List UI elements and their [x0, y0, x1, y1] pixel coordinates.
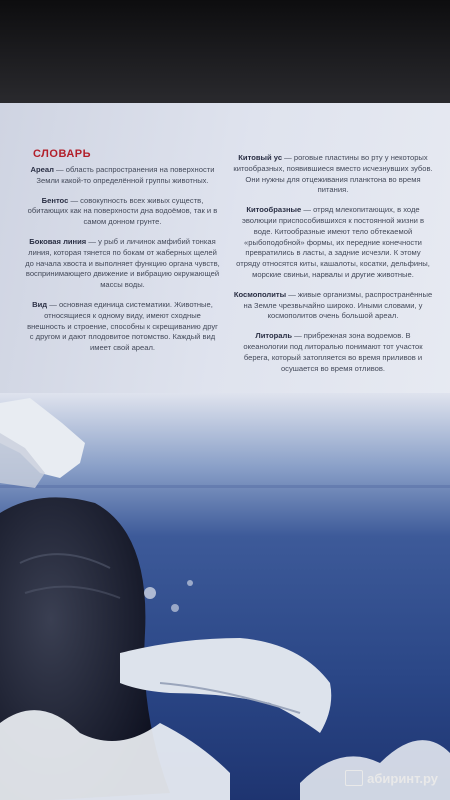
glossary-title: СЛОВАРЬ	[33, 148, 92, 160]
glossary-column-left	[25, 165, 220, 363]
glossary-term: Литораль	[255, 331, 292, 341]
glossary-term: Боковая линия	[29, 236, 87, 246]
glossary-entry	[25, 196, 220, 228]
watermark-text: абиринт.ру	[367, 770, 438, 786]
labirint-logo-icon	[345, 770, 363, 786]
dark-background	[0, 0, 450, 105]
glossary-definition: — роговые пластины во рту у некоторых китообразных, появившиеся вместо исчезнувших зубов. Они нужны для отцеживания планктона во время питания.	[233, 153, 433, 195]
glossary-entry	[233, 290, 433, 322]
glossary-definition: — основная единица систематики. Животные, относящиеся к одному виду, имеют сходные внешность и строение, способны к скрещиванию друг с другом и дают плодовитое потомство. Каждый вид имеет свой ареал.	[27, 299, 218, 353]
glossary-definition: — область распространения на поверхности Земли какой-то определённой группы животных.	[36, 165, 215, 185]
glossary-definition: — отряд млекопитающих, в ходе эволюции приспособившихся к постоянной жизни в воде. Китообразные имеют тело обтекаемой «рыбоподобной» формы, их передние конечности превратились в ласты, а задние исчезли. К этому отряду относятся киты, кашалоты, косатки, дельфины, морские свиньи, нарвалы и другие животные.	[236, 205, 430, 279]
whale-photo	[0, 393, 450, 800]
watermark	[345, 770, 438, 786]
glossary-term: Китообразные	[246, 205, 302, 215]
glossary-definition: — прибрежная зона водоемов. В океанологии под литоралью понимают тот участок берега, который затопляется во время приливов и осушается во время отливов.	[243, 331, 423, 373]
glossary-entry	[25, 237, 220, 291]
glossary-term: Китовый ус	[238, 153, 283, 162]
glossary-term: Бентос	[41, 195, 69, 205]
glossary-entry	[233, 153, 433, 196]
book-page	[0, 103, 450, 800]
glossary-term: Ареал	[30, 165, 54, 174]
glossary-term: Космополиты	[233, 289, 287, 299]
glossary-entry	[25, 300, 220, 354]
glossary-entry	[233, 205, 433, 281]
glossary-entry	[25, 165, 220, 187]
glossary-column-right	[233, 153, 433, 383]
glossary-definition: — живые организмы, распространённые на Земле чрезвычайно широко. Иными словами, у космополитов очень большой ареал.	[243, 289, 433, 321]
glossary-term: Вид	[32, 299, 48, 309]
glossary-definition: — совокупность всех живых существ, обитающих как на поверхности дна водоёмов, так и в самом донном грунте.	[27, 195, 218, 227]
glossary-definition: — у рыб и личинок амфибий тонкая линия, которая тянется по бокам от жаберных щелей до начала хвоста и выполняет функцию органа чувств, воспринимающего движение и вибрацию окружающей массы воды.	[25, 236, 220, 290]
glossary-entry	[233, 331, 433, 374]
